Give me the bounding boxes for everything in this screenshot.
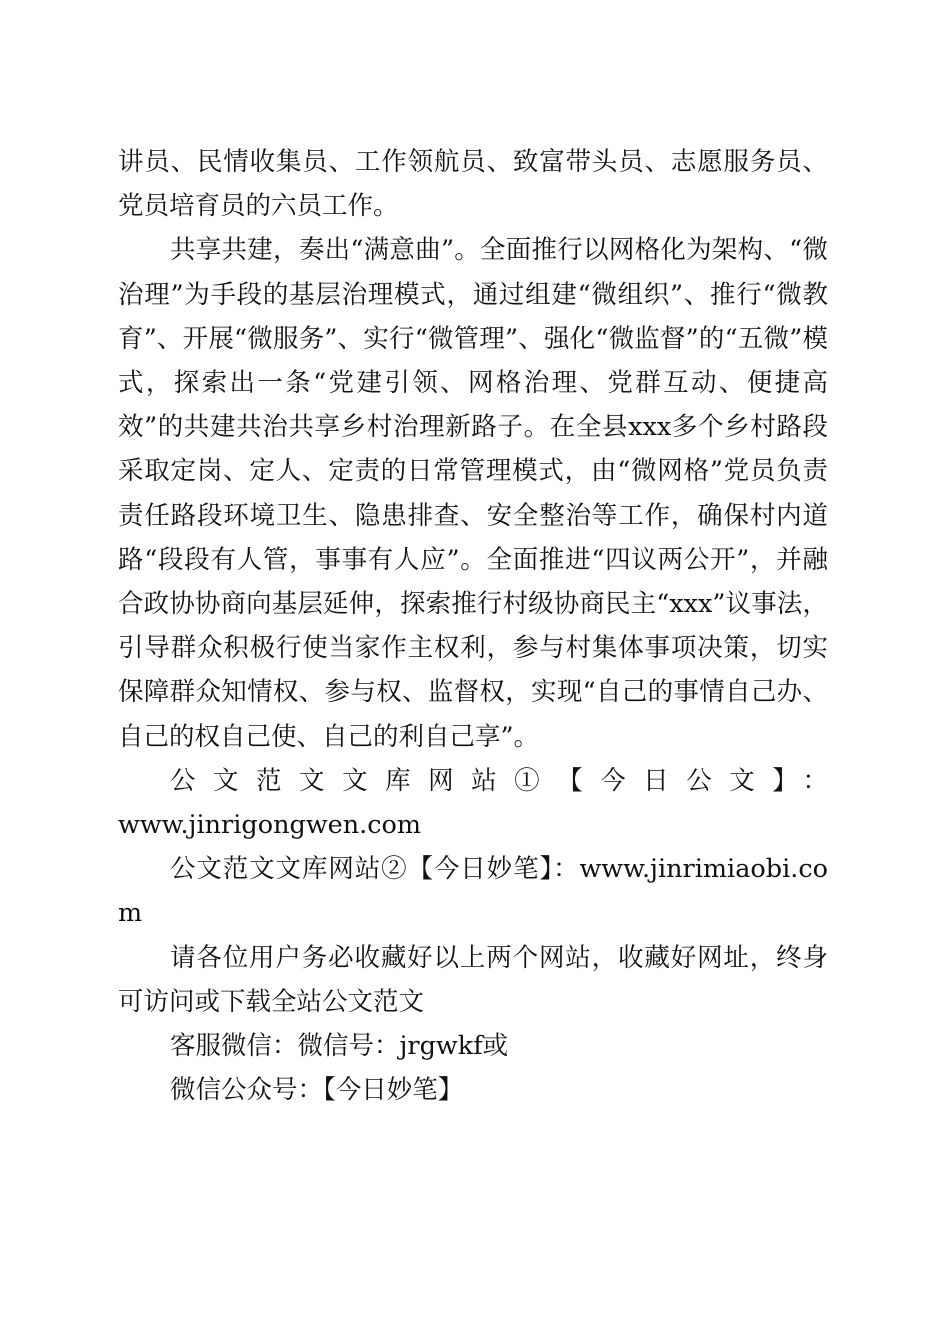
footer-site1-url: www.jinrigongwen.com [118, 810, 422, 841]
footer-wechat-official: 微信公众号：【今日妙笔】 [170, 1075, 464, 1106]
footer-wechat-service: 客服微信：微信号：jrgwkf或 [170, 1031, 509, 1062]
document-body [118, 140, 828, 1112]
footer-site2-line: 公文范文文库网站②【今日妙笔】：www.jinrimiaobi.com [118, 854, 828, 929]
paragraph-shared-governance: 共享共建，奏出“满意曲”。全面推行以网格化为架构、“微治理”为手段的基层治理模式，通过组建“微组织”、推行“微教育”、开展“微服务”、实行“微管理”、强化“微监督”的“五微”模式，探索出一条“党建引领、网格治理、党群互动、便捷高效”的共建共治共享乡村治理新路子。在全县xxx多个乡村路段采取定岗、定人、定责的日常管理模式，由“微网格”党员负责责任路段环境卫生、隐患排查、安全整治等工作，确保村内道路“段段有人管，事事有人应”。全面推进“四议两公开”，并融合政协协商向基层延伸，探索推行村级协商民主“xxx”议事法，引导群众积极行使当家作主权利，参与村集体事项决策，切实保障群众知情权、参与权、监督权，实现“自己的事情自己办、自己的权自己使、自己的利自己享”。 [118, 235, 828, 752]
footer-bookmark-note: 请各位用户务必收藏好以上两个网站，收藏好网址，终身可访问或下载全站公文范文 [118, 942, 828, 1017]
paragraph-six-roles: 讲员、民情收集员、工作领航员、致富带头员、志愿服务员、党员培育员的六员工作。 [118, 147, 828, 222]
footer-site1-label: 公文范文文库网站①【今日公文】： [170, 765, 828, 796]
